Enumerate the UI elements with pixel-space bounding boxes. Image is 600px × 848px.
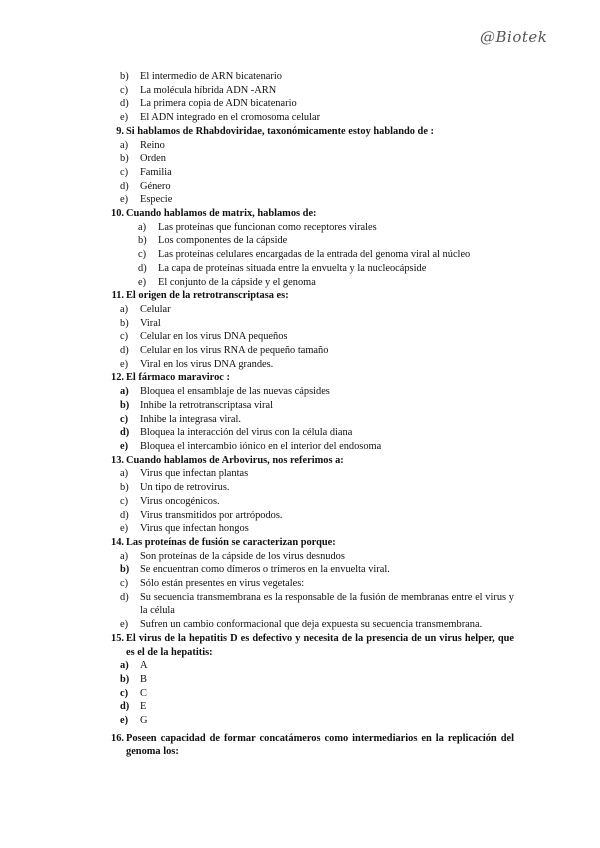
question-text: 15. El virus de la hepatitis D es defectivo y necesita de la presencia de un virus helper, que es el de la hepatitis: [111,632,514,658]
option: e) El conjunto de la cápside y el genoma [138,276,316,288]
option: c) Las proteínas celulares encargadas de la entrada del genoma viral al núcleo [138,249,471,261]
option: c) C [120,687,147,699]
option: a) Las proteínas que funcionan como receptores virales [138,221,377,233]
option: d) Género [120,180,171,192]
option: b) El intermedio de ARN bicatenario [120,71,282,82]
option: b) Orden [120,153,166,165]
option: a) A [120,660,148,672]
option: d) E [120,701,147,713]
option: e) G [120,715,148,727]
option: a) Son proteínas de la cápside de los virus desnudos [120,550,345,562]
option: d) La primera copia de ADN bicatenario [120,98,297,110]
option: e) Virus que infectan hongos [120,523,249,535]
question-15 [104,632,514,728]
question-text: 12. El fármaco maraviroc : [111,372,230,384]
question-10 [104,207,514,289]
continuation-options [104,70,514,125]
option: a) Celular [120,303,171,315]
option: e) Sufren un cambio conformacional que deja expuesta su secuencia transmembrana. [120,619,483,631]
option: b) Inhibe la retrotranscriptasa viral [120,399,273,411]
option: a) Virus que infectan plantas [120,468,249,480]
question-text: 13. Cuando hablamos de Arbovirus, nos referimos a: [111,454,344,466]
option: e) Viral en los virus DNA grandes. [120,358,274,370]
option: c) Sólo están presentes en virus vegetales: [120,578,305,590]
question-11 [104,289,514,371]
question-9 [104,125,514,207]
question-14 [104,536,514,632]
question-text: 14. Las proteínas de fusión se caracterizan porque: [111,536,336,548]
option: c) La molécula híbrida ADN -ARN [120,84,277,96]
option: e) El ADN integrado en el cromosoma celular [120,112,321,124]
option: a) Bloquea el ensamblaje de las nuevas cápsides [120,386,330,398]
option: b) Un tipo de retrovirus. [120,482,230,494]
exam-content [104,70,514,759]
option: c) Familia [120,166,172,178]
question-text: 9. Si hablamos de Rhabdoviridae, taxonómicamente estoy hablando de : [116,125,434,137]
question-text: 16. Poseen capacidad de formar concatámeros como intermediarios en la replicación del genoma los: [111,732,514,758]
question-16 [104,732,514,759]
option: c) Celular en los virus DNA pequeños [120,331,288,343]
option: a) Reino [120,139,165,151]
option: c) Virus oncogénicos. [120,495,220,507]
question-text: 10. Cuando hablamos de matrix, hablamos de: [111,208,317,220]
option: b) Viral [120,317,161,329]
option: b) Los componentes de la cápside [138,235,288,247]
option: c) Inhibe la integrasa viral. [120,413,241,425]
option: d) Celular en los virus RNA de pequeño tamaño [120,345,329,357]
option: b) Se encuentran como dímeros o trímeros en la envuelta viral. [120,564,390,576]
option: d) Su secuencia transmembrana es la responsable de la fusión de membranas entre el virus y la célula [120,591,514,617]
option: d) La capa de proteínas situada entre la envuelta y la nucleocápside [138,262,427,274]
question-13 [104,454,514,536]
option: e) Especie [120,194,173,206]
option: d) Bloquea la interacción del virus con la célula diana [120,427,353,439]
question-text: 11. El origen de la retrotranscriptasa es: [111,290,289,302]
option: d) Virus transmitidos por artrópodos. [120,509,283,521]
question-12 [104,371,514,453]
option: b) B [120,673,147,685]
watermark: @Biotek [480,28,548,46]
option: e) Bloquea el intercambio iónico en el interior del endosoma [120,440,382,452]
